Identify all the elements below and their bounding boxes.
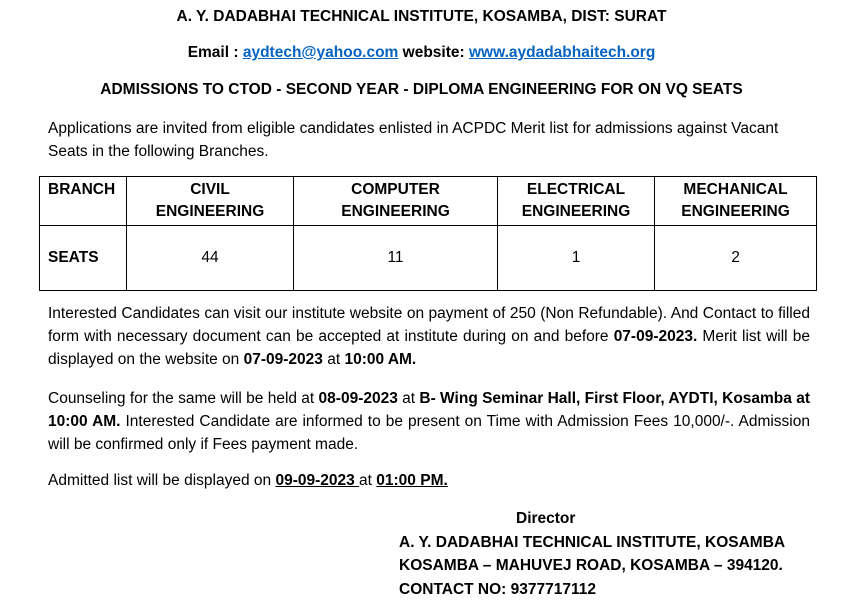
counseling-venue: B- Wing Seminar Hall, First Floor, AYDTI, Kosamba at 10:00 AM. <box>48 390 810 430</box>
application-paragraph <box>48 302 810 371</box>
branch-header: BRANCH <box>40 177 127 226</box>
website-label: website: <box>398 44 469 61</box>
signatory-institute: A. Y. DADABHAI TECHNICAL INSTITUTE, KOSAMBA <box>399 533 786 551</box>
branch-computer <box>294 177 498 226</box>
branch-civil-line2: ENGINEERING <box>155 203 265 220</box>
email-label: Email : <box>187 44 243 61</box>
seats-table <box>39 176 817 291</box>
branch-civil <box>127 177 294 226</box>
para2-text1: Interested Candidates can visit our institute website on payment of 250 (Non Refundable). And Contact to filled form with necessary document can be accepted at institute during on and before <box>48 305 810 345</box>
para2-text3: at <box>322 351 345 368</box>
branch-electrical <box>498 177 655 226</box>
counseling-date: 08-09-2023 <box>318 390 398 407</box>
seats-mechanical: 2 <box>655 226 817 291</box>
para2-text2: Merit list will be displayed on the website on <box>48 328 810 368</box>
signature-block <box>399 507 785 601</box>
signatory-title: Director <box>516 510 576 527</box>
branch-electrical-line2: ENGINEERING <box>521 203 631 220</box>
table-seats-row <box>40 226 817 291</box>
admitted-time: 01:00 PM. <box>376 472 448 489</box>
institute-title: A. Y. DADABHAI TECHNICAL INSTITUTE, KOSAMBA, DIST: SURAT <box>176 8 667 25</box>
seats-electrical: 1 <box>498 226 655 291</box>
table-header-row <box>40 177 817 226</box>
intro-paragraph: Applications are invited from eligible candidates enlisted in ACPDC Merit list for admissions against Vacant Seats in the following Branches. <box>48 120 779 160</box>
email-link[interactable]: aydtech@yahoo.com <box>242 44 399 61</box>
submission-date: 07-09-2023. <box>613 328 698 345</box>
contact-line <box>0 44 843 62</box>
branch-computer-line2: ENGINEERING <box>341 203 450 220</box>
branch-electrical-line1: ELECTRICAL <box>526 181 626 198</box>
website-link[interactable]: www.aydadabhaitech.org <box>468 44 656 61</box>
signatory-contact: CONTACT NO: 9377717112 <box>399 580 596 598</box>
seats-civil: 44 <box>127 226 294 291</box>
para4-text1: Admitted list will be displayed on <box>48 472 276 489</box>
branch-mechanical <box>655 177 817 226</box>
seats-computer: 11 <box>294 226 498 291</box>
para4-text2: at <box>359 472 377 489</box>
para3-text2: at <box>397 390 420 407</box>
branch-computer-line1: COMPUTER <box>351 181 440 198</box>
branch-civil-line1: CIVIL <box>190 181 230 198</box>
admitted-date: 09-09-2023 <box>275 472 360 489</box>
admitted-list-paragraph <box>48 469 810 492</box>
merit-date: 07-09-2023 <box>243 351 323 368</box>
para3-text3: Interested Candidate are informed to be present on Time with Admission Fees 10,000/-. Admission will be confirmed only if Fees payment made. <box>48 413 810 453</box>
signatory-address: KOSAMBA – MAHUVEJ ROAD, KOSAMBA – 394120. <box>399 557 783 574</box>
seats-header: SEATS <box>40 226 127 291</box>
merit-time: 10:00 AM. <box>344 351 417 368</box>
branch-mechanical-line2: ENGINEERING <box>681 203 790 220</box>
branch-mechanical-line1: MECHANICAL <box>683 181 788 198</box>
notice-title: ADMISSIONS TO CTOD - SECOND YEAR - DIPLOMA ENGINEERING FOR ON VQ SEATS <box>100 81 743 98</box>
para3-text1: Counseling for the same will be held at <box>48 390 319 407</box>
counseling-paragraph <box>48 387 810 456</box>
